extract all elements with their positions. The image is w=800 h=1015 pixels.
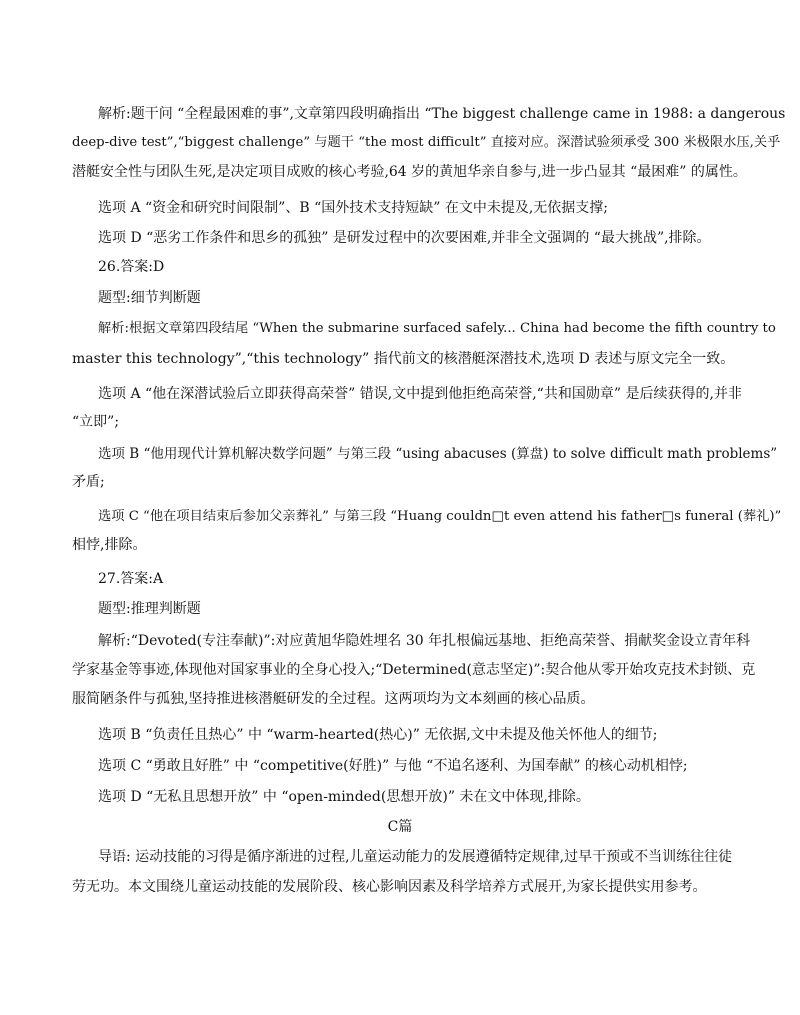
q26-analysis-line-1: 解析:根据文章第四段结尾 “When the submarine surfaced safely... China had become the fifth country to bbox=[98, 321, 776, 336]
q27-type: 题型:推理判断题 bbox=[98, 601, 201, 617]
q27-analysis-line-1: 解析:“Devoted(专注奉献)”:对应黄旭华隐姓埋名 30 年扎根偏远基地、拒绝高荣誉、捐献奖金设立青年科 bbox=[98, 633, 751, 649]
q26-option-b-line-2: 矛盾; bbox=[72, 474, 105, 490]
q27-option-b: 选项 B “负责任且热心” 中 “warm-hearted(热心)” 无依据,文中未提及他关怀他人的细节; bbox=[98, 727, 658, 743]
q25-option-d: 选项 D “恶劣工作条件和思乡的孤独” 是研发过程中的次要困难,并非全文强调的 “最大挑战”,排除。 bbox=[98, 230, 711, 246]
section-c-heading: C篇 bbox=[387, 819, 413, 835]
section-c-intro-line-2: 劳无功。本文围绕儿童运动技能的发展阶段、核心影响因素及科学培养方式展开,为家长提供实用参考。 bbox=[72, 879, 707, 895]
q26-type: 题型:细节判断题 bbox=[98, 290, 201, 306]
q26-option-a-line-2: “立即”; bbox=[72, 414, 120, 430]
q25-analysis-line-2: deep-dive test”,“biggest challenge” 与题干 “the most difficult” 直接对应。深潜试验须承受 300 米极限水压,关乎 bbox=[72, 135, 781, 150]
q26-option-a-line-1: 选项 A “他在深潜试验后立即获得高荣誉” 错误,文中提到他拒绝高荣誉,“共和国勋章” 是后续获得的,并非 bbox=[98, 386, 742, 402]
q27-analysis-line-2: 学家基金等事迹,体现他对国家事业的全身心投入;“Determined(意志坚定)”:契合他从零开始攻克技术封锁、克 bbox=[72, 662, 756, 678]
q27-option-c: 选项 C “勇敢且好胜” 中 “competitive(好胜)” 与他 “不追名逐利、为国奉献” 的核心动机相悖; bbox=[98, 758, 688, 774]
q27-analysis-line-3: 服简陋条件与孤独,坚持推进核潜艇研发的全过程。这两项均为文本刻画的核心品质。 bbox=[72, 691, 595, 707]
section-c-intro-line-1: 导语: 运动技能的习得是循序渐进的过程,儿童运动能力的发展遵循特定规律,过早干预或不当训练往往徒 bbox=[98, 849, 733, 865]
q25-analysis-line-1: 解析:题干问 “全程最困难的事”,文章第四段明确指出 “The biggest challenge came in 1988: a dangerous bbox=[98, 106, 786, 122]
q26-analysis-line-2: master this technology”,“this technology” 指代前文的核潜艇深潜技术,选项 D 表述与原文完全一致。 bbox=[72, 351, 735, 367]
q26-option-b-line-1: 选项 B “他用现代计算机解决数学问题” 与第三段 “using abacuses (算盘) to solve difficult math problems” bbox=[98, 446, 778, 462]
q25-analysis-line-3: 潜艇安全性与团队生死,是决定项目成败的核心考验,64 岁的黄旭华亲自参与,进一步凸显其 “最困难” 的属性。 bbox=[72, 164, 747, 180]
q26-option-c-line-2: 相悖,排除。 bbox=[72, 537, 147, 553]
q27-option-d: 选项 D “无私且思想开放” 中 “open-minded(思想开放)” 未在文中体现,排除。 bbox=[98, 789, 590, 805]
q26-answer: 26.答案:D bbox=[98, 259, 165, 275]
q25-option-a-b: 选项 A “资金和研究时间限制”、B “国外技术支持短缺” 在文中未提及,无依据支撑; bbox=[98, 200, 608, 216]
q26-option-c-line-1: 选项 C “他在项目结束后参加父亲葬礼” 与第三段 “Huang couldn□t even attend his father□s funeral (葬礼)” bbox=[98, 509, 782, 524]
q27-answer: 27.答案:A bbox=[98, 571, 164, 587]
